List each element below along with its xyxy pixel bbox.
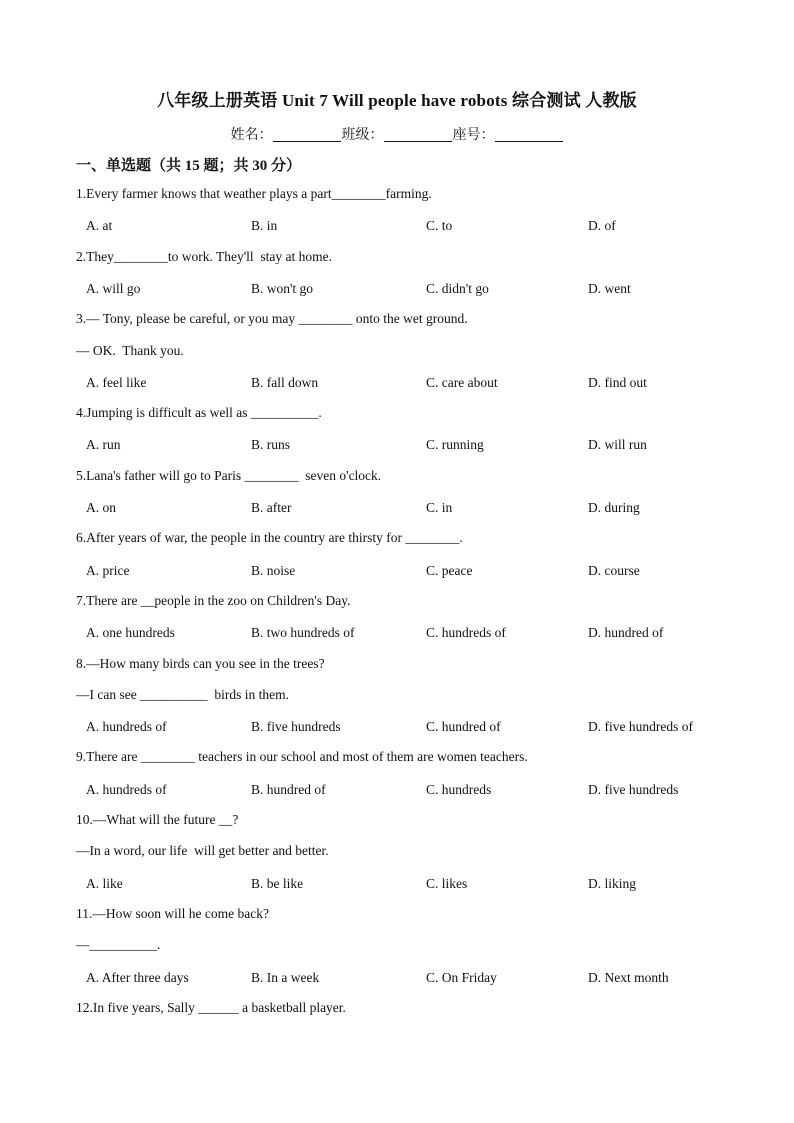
- page-title: 八年级上册英语 Unit 7 Will people have robots 综合测试 人教版: [157, 91, 637, 110]
- question-stem: 7.There are __people in the zoo on Children's Day.: [76, 592, 351, 608]
- answer-option[interactable]: C. hundreds: [426, 781, 492, 797]
- answer-option[interactable]: A. hundreds of: [86, 719, 167, 735]
- answer-option[interactable]: B. won't go: [251, 280, 314, 296]
- question-stem: 10.—What will the future __?: [76, 812, 239, 827]
- question-stem: 2.They________to work. They'll stay at home.: [76, 248, 333, 264]
- answer-option[interactable]: C. hundreds of: [426, 625, 506, 641]
- question-stem: 8.—How many birds can you see in the trees?: [76, 655, 325, 671]
- answer-option[interactable]: D. of: [588, 218, 616, 234]
- answer-option[interactable]: B. five hundreds: [251, 719, 341, 735]
- question-stem: 4.Jumping is difficult as well as __________.: [76, 405, 322, 421]
- option-row: [76, 218, 656, 236]
- question-stem: 9.There are ________ teachers in our school and most of them are women teachers.: [76, 749, 528, 765]
- answer-option[interactable]: B. fall down: [251, 374, 319, 390]
- question-stem: 5.Lana's father will go to Paris ________ seven o'clock.: [76, 467, 382, 483]
- option-row: [76, 437, 656, 455]
- answer-option[interactable]: B. be like: [251, 875, 304, 891]
- answer-option[interactable]: C. likes: [426, 875, 468, 891]
- answer-option[interactable]: C. to: [426, 218, 453, 234]
- class-blank[interactable]: [384, 127, 452, 142]
- option-row: [76, 969, 669, 988]
- question-stem: 12.In five years, Sally ______ a basketball player.: [76, 999, 346, 1015]
- answer-option[interactable]: C. running: [426, 437, 484, 453]
- answer-option[interactable]: C. didn't go: [426, 280, 489, 296]
- answer-option[interactable]: C. On Friday: [426, 969, 497, 985]
- option-row: [76, 281, 656, 299]
- answer-option[interactable]: A. After three days: [86, 969, 189, 985]
- answer-option[interactable]: D. five hundreds of: [588, 719, 693, 735]
- question-dialogue-line: —In a word, our life will get better and better.: [76, 843, 329, 859]
- name-label: 姓名：: [230, 128, 273, 143]
- answer-option[interactable]: D. find out: [588, 374, 647, 390]
- option-row: [76, 500, 656, 518]
- answer-option[interactable]: D. during: [588, 500, 640, 515]
- answer-option[interactable]: B. after: [251, 500, 292, 515]
- answer-option[interactable]: D. Next month: [588, 969, 669, 985]
- answer-option[interactable]: A. like: [86, 875, 123, 891]
- student-info-line: [0, 124, 794, 144]
- option-row: [76, 781, 679, 800]
- answer-option[interactable]: C. hundred of: [426, 719, 501, 735]
- answer-option[interactable]: D. course: [588, 562, 640, 578]
- answer-option[interactable]: B. noise: [251, 562, 296, 578]
- answer-option[interactable]: D. will run: [588, 437, 647, 453]
- question-stem: 3.— Tony, please be careful, or you may ________ onto the wet ground.: [76, 311, 468, 327]
- name-blank[interactable]: [273, 127, 341, 142]
- question-stem: 11.—How soon will he come back?: [76, 905, 269, 921]
- answer-option[interactable]: B. hundred of: [251, 781, 326, 797]
- answer-option[interactable]: B. in: [251, 218, 278, 234]
- option-row: [76, 563, 656, 581]
- answer-option[interactable]: A. price: [86, 562, 130, 578]
- question-stem: 1.Every farmer knows that weather plays a part________farming.: [76, 186, 432, 201]
- option-row: [76, 375, 656, 393]
- seat-label: 座号：: [452, 128, 495, 143]
- answer-option[interactable]: D. five hundreds: [588, 781, 679, 797]
- seat-blank[interactable]: [495, 127, 563, 142]
- question-stem: 6.After years of war, the people in the country are thirsty for ________.: [76, 530, 463, 546]
- question-dialogue-line: — OK. Thank you.: [76, 342, 184, 358]
- answer-option[interactable]: D. liking: [588, 875, 637, 891]
- answer-option[interactable]: A. hundreds of: [86, 781, 167, 797]
- answer-option[interactable]: B. two hundreds of: [251, 625, 355, 641]
- option-row: [76, 719, 693, 737]
- answer-option[interactable]: A. at: [86, 218, 113, 234]
- answer-option[interactable]: D. went: [588, 280, 631, 296]
- question-dialogue-line: —__________.: [76, 937, 161, 953]
- answer-option[interactable]: C. care about: [426, 374, 498, 390]
- option-row: [76, 625, 664, 643]
- answer-option[interactable]: B. In a week: [251, 969, 320, 985]
- answer-option[interactable]: A. one hundreds: [86, 625, 175, 641]
- answer-option[interactable]: A. feel like: [86, 374, 147, 390]
- answer-option[interactable]: A. will go: [86, 280, 141, 296]
- option-row: [76, 876, 656, 894]
- answer-option[interactable]: A. run: [86, 437, 121, 453]
- answer-option[interactable]: C. peace: [426, 562, 473, 578]
- answer-option[interactable]: C. in: [426, 500, 453, 515]
- answer-option[interactable]: A. on: [86, 500, 116, 515]
- class-label: 班级：: [341, 128, 384, 143]
- answer-option[interactable]: B. runs: [251, 437, 291, 453]
- section-heading: 一、单选题（共 15 题；共 30 分）: [76, 158, 302, 174]
- answer-option[interactable]: D. hundred of: [588, 625, 664, 641]
- question-dialogue-line: —I can see __________ birds in them.: [76, 686, 289, 702]
